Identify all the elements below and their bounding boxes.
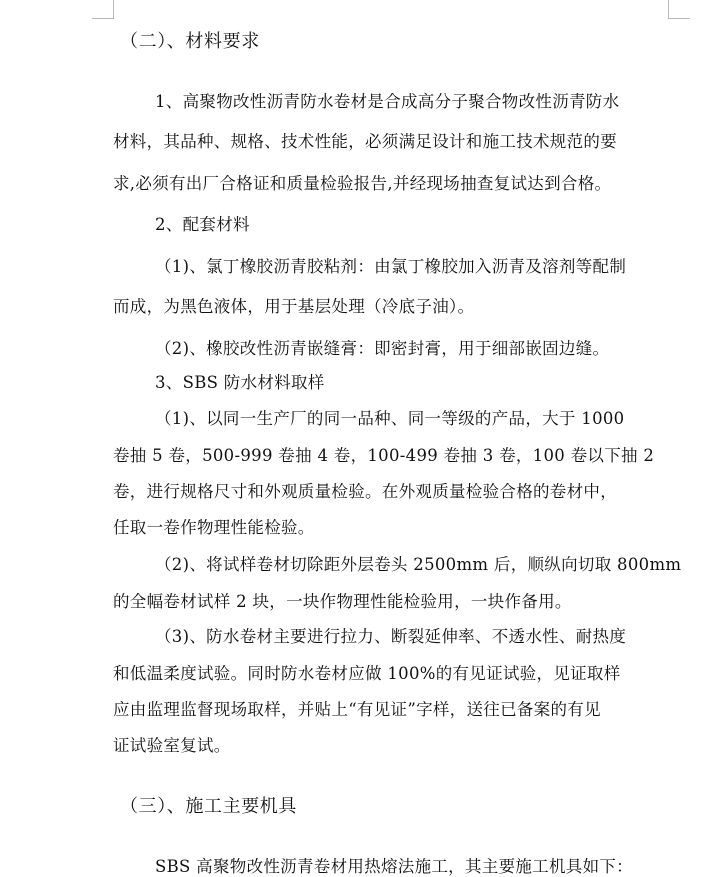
subheading-supporting-materials: 2、配套材料 [155,215,250,234]
paragraph-line: 卷抽 5 卷，500-999 卷抽 4 卷，100-499 卷抽 3 卷，100 卷以下抽 2 [113,446,655,465]
paragraph-line: SBS 高聚物改性沥青卷材用热熔法施工，其主要施工机具如下： [155,857,633,876]
paragraph-line: 1、高聚物改性沥青防水卷材是合成高分子聚合物改性沥青防水 [155,92,620,111]
paragraph-line: （3)、防水卷材主要进行拉力、断裂延伸率、不透水性、耐热度 [155,627,627,646]
paragraph-line: （2)、将试样卷材切除距外层卷头 2500mm 后，顺纵向切取 800mm [155,555,682,574]
paragraph-line: 材料，其品种、规格、技术性能，必须满足设计和施工技术规范的要 [113,132,617,151]
paragraph-line: 任取一卷作物理性能检验。 [113,518,315,537]
crop-mark-top-left-horizontal [92,18,114,19]
paragraph-line: （1)、氯丁橡胶沥青胶粘剂：由氯丁橡胶加入沥青及溶剂等配制 [155,257,627,276]
section-heading-tools: （三）、施工主要机具 [120,796,297,817]
crop-mark-top-right-vertical [668,0,669,18]
paragraph-line: 应由监理监督现场取样，并贴上“有见证”字样，送往已备案的有见 [113,700,601,719]
paragraph-line: （1)、以同一生产厂的同一品种、同一等级的产品，大于 1000 [155,409,625,428]
paragraph-line: 卷，进行规格尺寸和外观质量检验。在外观质量检验合格的卷材中， [113,482,617,501]
paragraph-line: 求,必须有出厂合格证和质量检验报告,并经现场抽查复试达到合格。 [113,174,612,193]
crop-mark-top-right-horizontal [668,18,690,19]
section-heading-materials: （二）、材料要求 [120,31,260,52]
paragraph-line: 的全幅卷材试样 2 块，一块作物理性能检验用，一块作备用。 [113,592,572,611]
paragraph-line: （2)、橡胶改性沥青嵌缝膏：即密封膏，用于细部嵌固边缝。 [155,339,610,358]
crop-mark-top-left-vertical [113,0,114,18]
paragraph-line: 和低温柔度试验。同时防水卷材应做 100%的有见证试验，见证取样 [113,664,621,683]
paragraph-line: 证试验室复试。 [113,736,231,755]
subheading-sbs-sampling: 3、SBS 防水材料取样 [155,373,325,392]
paragraph-line: 而成，为黑色液体，用于基层处理（冷底子油）。 [113,297,475,316]
